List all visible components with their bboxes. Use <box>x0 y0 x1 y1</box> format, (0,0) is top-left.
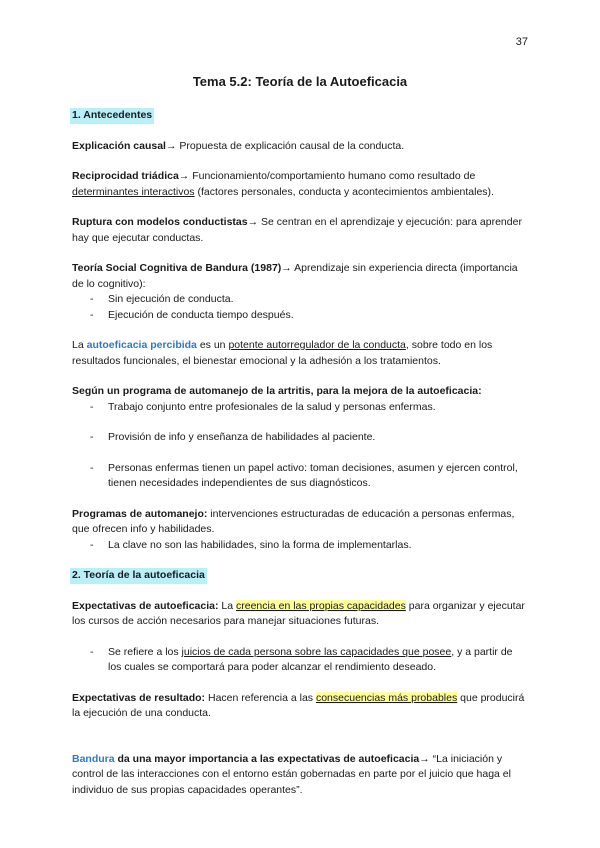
paragraph-programas-automanejo <box>72 507 528 538</box>
underlined-text: juicios de cada persona sobre las capacidades que posee <box>181 645 452 658</box>
term-explicacion-causal: Explicación causal <box>72 139 166 152</box>
term-bandura-importancia: da una mayor importancia a las expectativas de autoeficacia <box>114 752 420 765</box>
paragraph-explicacion-causal <box>72 139 528 155</box>
term-expectativas-autoeficacia: Expectativas de autoeficacia: <box>72 599 219 612</box>
text: , y a partir de los cuales se comportará para poder alcanzar el rendimiento deseado. <box>108 645 513 673</box>
underlined-text: potente autorregulador de la conducta <box>228 339 406 351</box>
paragraph-ruptura <box>72 215 528 246</box>
text: que producirá la ejecución de una conducta. <box>72 691 525 719</box>
section-heading-antecedentes: 1. Antecedentes <box>70 108 154 124</box>
page-number: 37 <box>515 36 528 48</box>
list-item: - Personas enfermas tienen un papel activo: toman decisiones, asumen y ejercen control, tienen necesidades independientes de sus diagnósticos. <box>90 461 518 489</box>
text: , sobre todo en los resultados funcionales, el bienestar emocional y la adhesión a los tratamientos. <box>72 339 493 367</box>
text: → Se centran en el aprendizaje y ejecución: para aprender hay que ejecutar conductas. <box>72 216 522 244</box>
text: → “La iniciación y control de las interacciones con el entorno están gobernadas en parte por el juicio que haga el individuo de sus propias capacidades operantes”. <box>72 752 511 796</box>
term-bandura: Bandura <box>72 752 115 765</box>
highlighted-text: creencia en las propias capacidades <box>236 599 406 612</box>
highlighted-text: consecuencias más probables <box>315 691 458 704</box>
spacer <box>72 446 528 461</box>
text: intervenciones estructuradas de educación a personas enfermas, que ofrecen info y habilidades. <box>72 507 515 535</box>
paragraph-bandura <box>72 752 528 799</box>
page-title: Tema 5.2: Teoría de la Autoeficacia <box>192 74 408 89</box>
list-item: - Ejecución de conducta tiempo después. <box>90 308 294 321</box>
term-autoeficacia-percibida: autoeficacia percibida <box>86 339 197 351</box>
term-tsc: Teoría Social Cognitiva de Bandura (1987) <box>72 262 282 274</box>
paragraph-expectativas-resultado <box>72 691 528 722</box>
paragraph-tsc <box>72 261 528 292</box>
list-item: - Sin ejecución de conducta. <box>90 293 234 305</box>
text: La <box>72 339 87 351</box>
text: Se refiere a los <box>108 645 182 658</box>
text: para organizar y ejecutar los cursos de acción necesarios para manejar situaciones futuras. <box>72 599 525 627</box>
tsc-list <box>72 292 528 323</box>
paragraph-programa-artritis <box>72 384 528 400</box>
text: es un <box>196 339 229 351</box>
paragraph-autoeficacia-percibida <box>72 338 528 369</box>
term-programas-automanejo: Programas de automanejo: <box>72 507 208 520</box>
list-item-text: Personas enfermas tienen un papel activo: toman decisiones, asumen y ejercen control, tienen necesidades independientes de sus diagnósticos. <box>108 461 518 489</box>
list-item-text: Ejecución de conducta tiempo después. <box>108 308 294 321</box>
term-programa-artritis: Según un programa de automanejo de la artritis, para la mejora de la autoeficacia: <box>72 385 482 397</box>
underlined-text: determinantes interactivos <box>72 185 195 198</box>
list-item: - Trabajo conjunto entre profesionales de la salud y personas enfermas. <box>90 400 436 413</box>
exp-auto-list <box>72 645 528 676</box>
list-item-text: Sin ejecución de conducta. <box>108 293 234 305</box>
paragraph-reciprocidad <box>72 169 528 200</box>
list-item: - Provisión de info y enseñanza de habilidades al paciente. <box>90 431 376 443</box>
spacer <box>72 415 528 430</box>
programa-list <box>72 400 528 492</box>
list-item-text: La clave no son las habilidades, sino la forma de implementarlas. <box>108 538 412 551</box>
term-reciprocidad: Reciprocidad triádica <box>72 170 179 182</box>
text: Hacen referencia a las <box>205 691 316 704</box>
term-expectativas-resultado: Expectativas de resultado: <box>72 691 206 704</box>
list-item: - Se refiere a los juicios de cada persona sobre las capacidades que posee, y a partir de los cuales se comportará para poder alcanzar el rendimiento deseado. <box>90 645 513 673</box>
list-item: - La clave no son las habilidades, sino la forma de implementarlas. <box>90 538 412 551</box>
text: → Funcionamiento/comportamiento humano como resultado de <box>178 170 476 182</box>
text: La <box>218 599 236 612</box>
section-heading-teoria: 2. Teoría de la autoeficacia <box>70 568 207 584</box>
list-item-text: Trabajo conjunto entre profesionales de la salud y personas enfermas. <box>108 400 436 413</box>
prog-auto-list <box>72 538 528 554</box>
document-body <box>72 108 528 798</box>
paragraph-expectativas-autoeficacia <box>72 599 528 630</box>
list-item-text: Provisión de info y enseñanza de habilidades al paciente. <box>108 431 376 443</box>
text: → Propuesta de explicación causal de la conducta. <box>165 139 405 152</box>
text: → Aprendizaje sin experiencia directa (importancia de lo cognitivo): <box>72 262 518 290</box>
text: (factores personales, conducta y acontecimientos ambientales). <box>194 185 494 198</box>
term-ruptura: Ruptura con modelos conductistas <box>72 216 248 228</box>
